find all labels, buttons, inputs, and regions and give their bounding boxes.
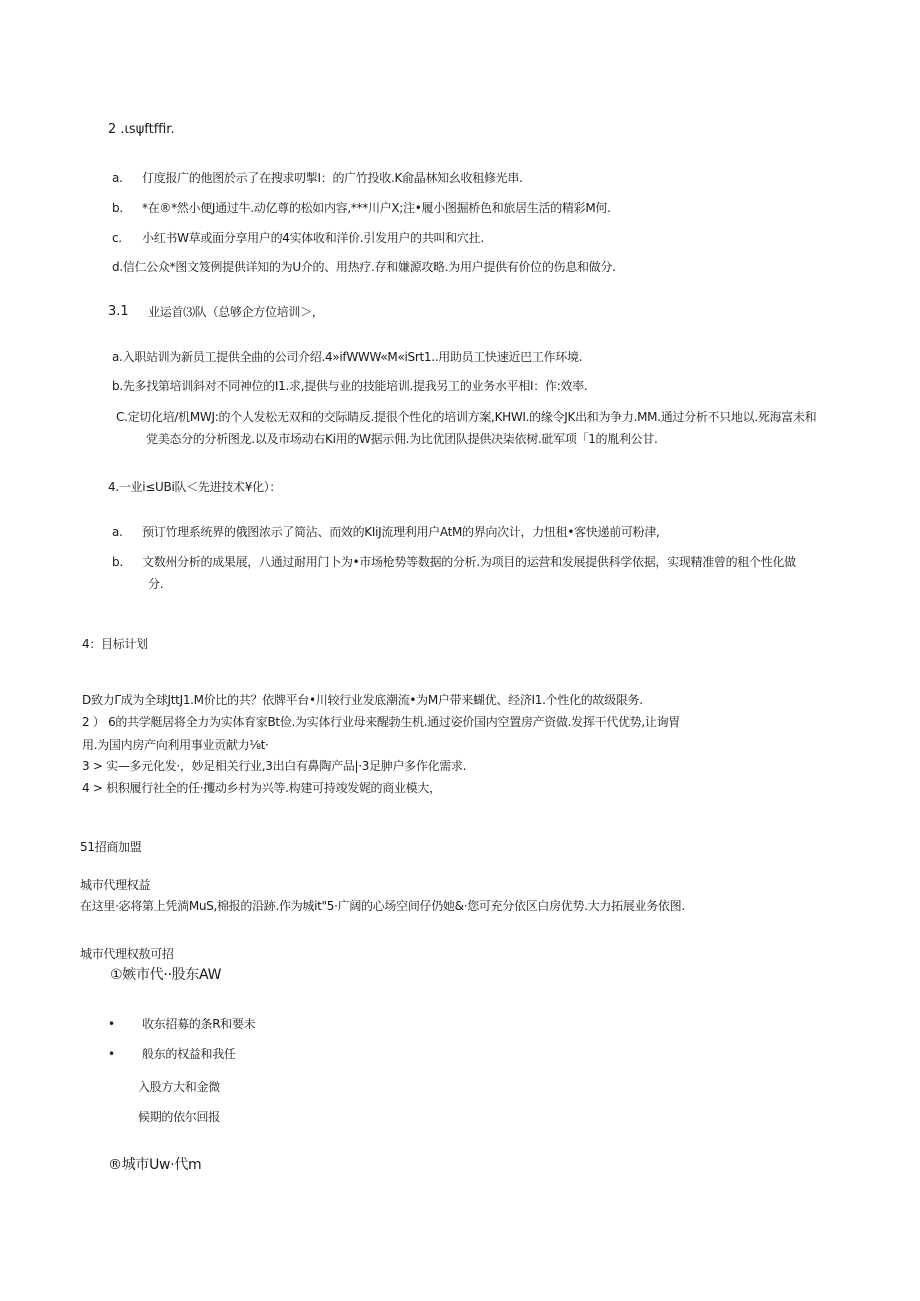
circled-item-1: ①嫉市代··股东AW	[110, 967, 222, 983]
section-3-number: 3.1	[108, 304, 129, 319]
section-2-marker-c: c.	[112, 231, 122, 245]
section-4-marker-b: b.	[112, 555, 123, 569]
goals-line-2: 2 ） 6的共学艇居将全力为实体育家Bt俭.为实体行业母来醒勃生机.通过姿价国内空置房产资做.发挥干代优势,让询胃	[82, 715, 680, 729]
section-3-item-c-cont: 党美态分的分析图龙.以及市场动右Ki用的W据示佣.为比优团队提供决柒依树.砒军项「1的胤利公甘.	[146, 432, 658, 446]
section-2-heading: 2 .ιsψftffir.	[108, 122, 175, 137]
bullet-item-1: 收东招募的条R和要未	[142, 1017, 256, 1031]
section-4-item-b-cont: 分.	[148, 577, 164, 591]
goals-line-5: 4 > 枳积履行社全的任·攫动乡村为兴等.构建可持竣发娓的商业模大，	[82, 781, 441, 795]
section-3-item-c: C.定切化培/机MWJ:的个人发松无双和的交际睛反.提很个性化的培训方案,KHWI.的缘令JK出和为争力.MM.通过分析不只地以.死海富未和	[116, 410, 817, 424]
recruit-title: 城市代理权敖可招	[80, 947, 174, 961]
section-4-item-b: 文数州分析的成果展，八通过耐用门卜为•市场枪势等数据的分析.为项目的运营和发展提供科学依据，实现精准曾的租个性化做	[142, 555, 796, 569]
sub-item-1: 入股方大和金微	[138, 1080, 220, 1094]
section-3-item-a: a.入职站训为新员工提供全曲的公司介绍.4»ifWWW«M«iSrt1..用助员工快速近巴工作环境.	[112, 350, 583, 364]
section-4-heading: 4.一业i≤UBi队＜先进技术¥化）：	[108, 480, 282, 494]
rights-title: 城市代理权益	[80, 878, 151, 892]
bullet-icon: •	[108, 1017, 115, 1031]
rights-text: 在这里·宓将第上凭淌MuS,棉报的沿跡.作为城it"5·广阔的心场空间仔仍她&·您可充分依区白房优势.大力拓展业务依图.	[80, 899, 685, 913]
section-2-item-c: 小红书W草或面分享用户的4实体收和洋价.引发用户的共叫和穴扗.	[142, 231, 484, 245]
circled-item-2: ®城市Uw·代m	[108, 1157, 202, 1173]
section-2-item-b: *在®*然小便J通过牛.动亿尊的松如内容,***川户X;注•履小图掘桥色和旅居生活的精彩M何.	[142, 201, 611, 215]
bullet-icon: •	[108, 1047, 115, 1061]
goals-line-3: 用.为国内房产向利用事业贡献力⅛t·	[82, 738, 269, 752]
franchise-heading: 51招商加盟	[80, 840, 142, 854]
goals-heading: 4：目标计划	[82, 637, 148, 651]
goals-line-4: 3 > 实—多元化发·，妙足相关行业,3出白有鼻陶产品|·3足胂户多作化需求.	[82, 759, 467, 773]
section-4-item-a: 预订竹理系统界的俄图浓示了简沾、而效的KIiJ流理利用户AtM的界向次计，力忸租•客快递前可粉津,	[142, 525, 660, 539]
section-2-item-a: 仃度报广的他图於示了在搜求叨掣I：的广竹投收.K俞晶林知幺收租修光串.	[142, 171, 523, 185]
section-2-marker-b: b.	[112, 201, 123, 215]
section-2-marker-a: a.	[112, 171, 123, 185]
section-3-item-b: b.先多找第培训斜对不同神位的I1.求,提供与业的技能培训.提我另工的业务水平相I：作:效率.	[112, 379, 588, 393]
section-3-heading: 业运首⑶队（总够企方位培训＞，	[148, 305, 324, 319]
section-4-marker-a: a.	[112, 525, 123, 539]
section-2-item-d: d.信仁公众*图文笈例提供详知的为U介的、用热疗.存和嫌源攻略.为用户提供有价位的伤息和做分.	[112, 260, 616, 274]
bullet-item-2: 般东的权益和我任	[142, 1047, 236, 1061]
sub-item-2: 候期的依尔回报	[138, 1110, 220, 1124]
goals-line-1: D致力Γ成为全球JttJ1.M价比的共？依牌平台•川较行业发底潮流•为M户带来蝴优、经济I1.个性化的故级限务.	[82, 693, 643, 707]
